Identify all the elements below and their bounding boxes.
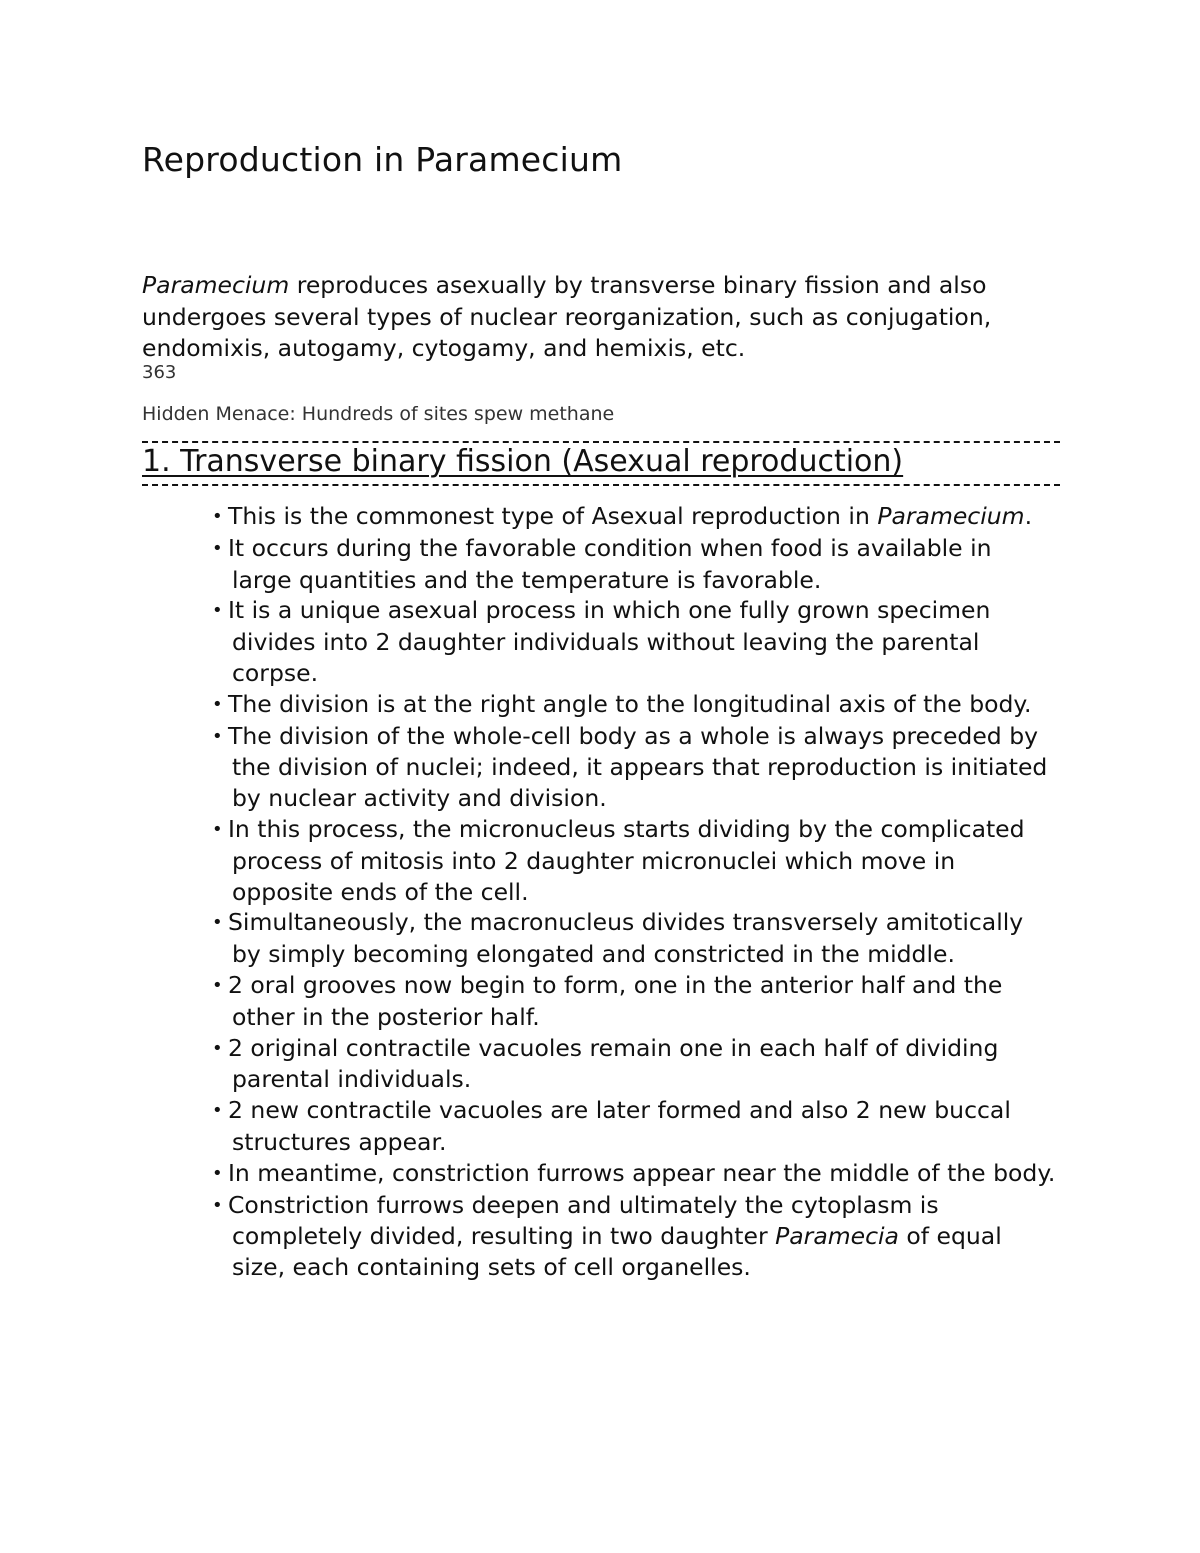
list-item-text: 2 oral grooves now begin to form, one in the anterior half and the other in the posterior half. <box>228 970 1003 1031</box>
section-heading: 1. Transverse binary fission (Asexual reproduction) <box>142 444 904 479</box>
list-item-text: 2 new contractile vacuoles are later formed and also 2 new buccal structures appear. <box>228 1096 1011 1156</box>
dashed-divider-top <box>142 441 1060 443</box>
bullet-icon: • <box>212 693 223 715</box>
intro-italic-term: Paramecium <box>142 271 290 299</box>
list-item-text: This is the commonest type of Asexual reproduction in <box>228 502 878 530</box>
list-item-text: In this process, the micronucleus starts dividing by the complicated process of mitosis into 2 daughter micronuclei which move in opposite ends of the cell. <box>228 814 1025 906</box>
bullet-icon: • <box>212 1100 223 1122</box>
bullet-icon: • <box>212 725 223 747</box>
list-item-text: The division of the whole-cell body as a whole is always preceded by the division of nuclei; indeed, it appears that reproduction is initiated by nuclear activity and division. <box>228 721 1048 813</box>
bullet-icon: • <box>212 506 223 527</box>
bullet-icon: • <box>212 1162 223 1184</box>
list-item <box>196 907 1056 970</box>
list-item <box>196 533 1056 596</box>
list-item <box>196 1158 1056 1190</box>
list-item <box>196 1033 1056 1096</box>
list-item-text-end: of equal size, each containing sets of cell organelles. <box>232 1222 1002 1282</box>
list-item-text: 2 original contractile vacuoles remain one in each half of dividing parental individuals. <box>228 1033 999 1094</box>
dashed-divider-bottom <box>142 484 1060 486</box>
list-item <box>196 689 1056 721</box>
page-number: 363 <box>142 362 177 383</box>
ad-headline-link[interactable]: Hidden Menace: Hundreds of sites spew methane <box>142 403 615 425</box>
intro-paragraph <box>142 270 1062 365</box>
list-item-text: Constriction furrows deepen and ultimately the cytoplasm is completely divided, resulting in two daughter <box>228 1190 939 1251</box>
bullet-icon: • <box>212 1037 223 1059</box>
list-item-text-end: . <box>1024 502 1033 530</box>
page-title: Reproduction in Paramecium <box>142 140 623 179</box>
bullet-icon: • <box>212 974 223 996</box>
list-item <box>196 721 1056 814</box>
list-item <box>196 814 1056 907</box>
list-item-italic: Paramecia <box>775 1222 899 1251</box>
bullet-icon: • <box>212 537 223 559</box>
list-item-italic: Paramecium <box>877 502 1025 530</box>
list-item-text: It is a unique asexual process in which one fully grown specimen divides into 2 daughter individuals without leaving the parental corpse. <box>228 596 991 687</box>
bullet-icon: • <box>212 818 223 840</box>
list-item <box>196 970 1056 1033</box>
bullet-list <box>196 501 1056 1283</box>
list-item-text: The division is at the right angle to the longitudinal axis of the body. <box>228 689 1032 718</box>
list-item <box>196 1095 1056 1158</box>
list-item <box>196 595 1056 688</box>
list-item <box>196 501 1056 533</box>
bullet-icon: • <box>212 912 223 934</box>
list-item-text: In meantime, constriction furrows appear near the middle of the body. <box>228 1158 1056 1187</box>
bullet-icon: • <box>212 600 223 622</box>
bullet-icon: • <box>212 1194 223 1216</box>
list-item <box>196 1190 1056 1283</box>
intro-text: reproduces asexually by transverse binary fission and also undergoes several types of nuclear reorganization, such as conjugation, endomixis, autogamy, cytogamy, and hemixis, etc. <box>142 271 992 362</box>
list-item-text: Simultaneously, the macronucleus divides transversely amitotically by simply becoming elongated and constricted in the middle. <box>228 908 1024 969</box>
list-item-text: It occurs during the favorable condition when food is available in large quantities and the temperature is favorable. <box>228 533 992 594</box>
